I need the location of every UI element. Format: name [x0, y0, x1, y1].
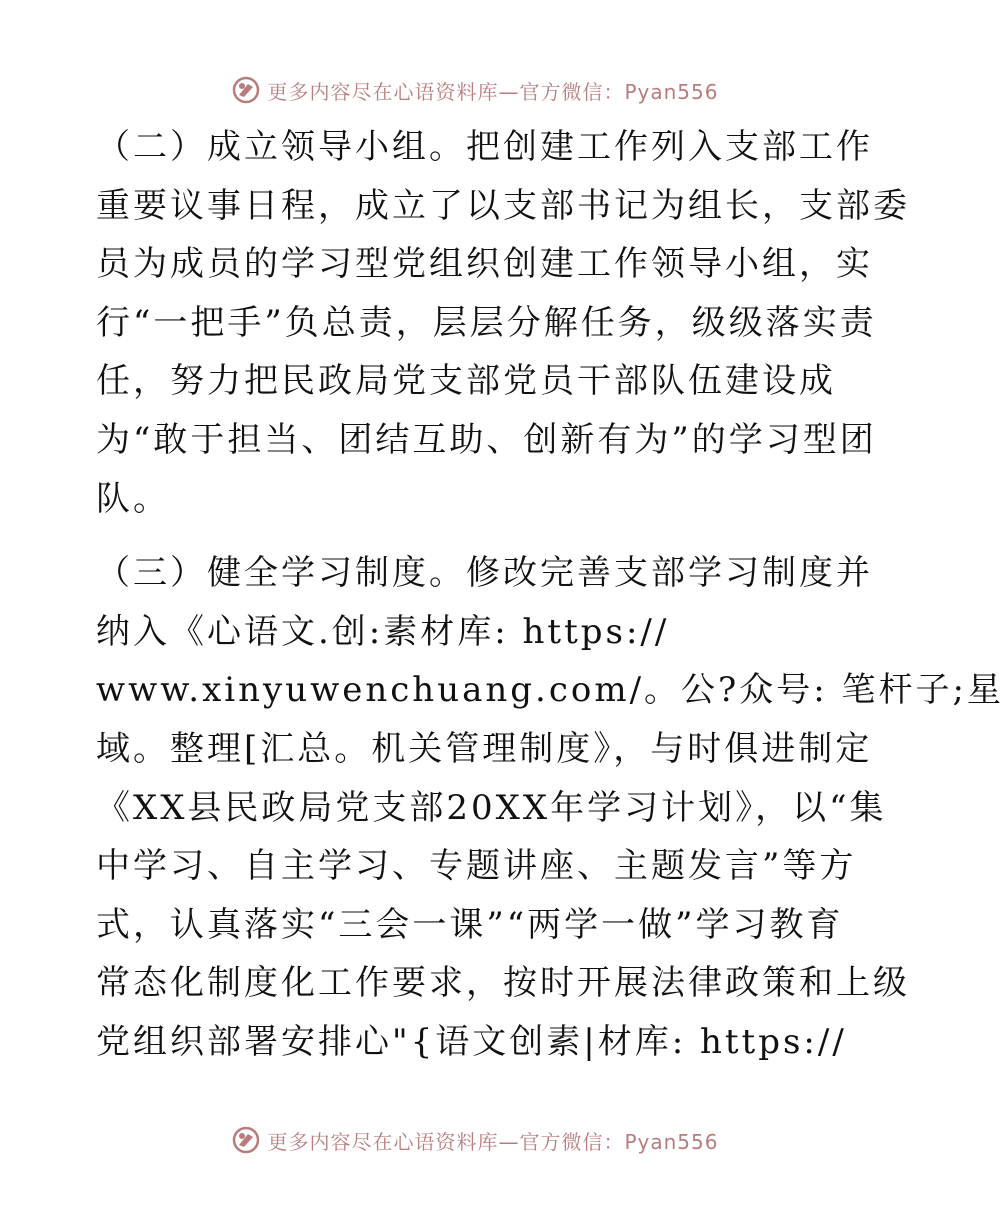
text-line: （三）健全学习制度。修改完善支部学习制度并 [96, 553, 873, 594]
text-line: 式，认真落实“三会一课”“两学一做”学习教育 [96, 904, 844, 945]
text-line: 中学习、自主学习、专题讲座、主题发言”等方 [96, 846, 857, 887]
text-line: 任，努力把民政局党支部党员干部队伍建设成 [96, 361, 836, 402]
text-line: 《XX县民政局党支部20XX年学习计划》，以“集 [96, 787, 887, 828]
logo-icon [231, 75, 261, 105]
text-line: 队。 [96, 478, 170, 519]
footer-watermark [0, 1120, 950, 1160]
paragraph [96, 118, 910, 528]
watermark-text: 更多内容尽在心语资料库—官方微信：Pyan556 [267, 1129, 719, 1154]
paragraph [96, 544, 1004, 1071]
paragraph-gap [96, 528, 856, 544]
text-line: 重要议事日程，成立了以支部书记为组长，支部委 [96, 185, 910, 226]
text-line: 为“敢于担当、团结互助、创新有为”的学习型团 [96, 419, 877, 460]
text-line: （二）成立领导小组。把创建工作列入支部工作 [96, 127, 873, 167]
text-line: 党组织部署安排心"{语文创素|材库: https:// [96, 1021, 847, 1062]
text-line: 纳入《心语文.创:素材库: https:// [96, 611, 670, 652]
text-line: 域。整理[汇总。机关管理制度》，与时俱进制定 [96, 728, 873, 769]
text-line: www.xinyuwenchuang.com/。公?众号: 笔杆子;星 [96, 670, 1004, 711]
header-watermark [0, 70, 950, 110]
text-line: 常态化制度化工作要求，按时开展法律政策和上级 [96, 963, 910, 1004]
document-body [96, 118, 1004, 1072]
text-line: 行“一把手”负总责，层层分解任务，级级落实责 [96, 302, 877, 343]
watermark-text: 更多内容尽在心语资料库—官方微信：Pyan556 [267, 79, 719, 104]
logo-icon [231, 1125, 261, 1155]
text-line: 员为成员的学习型党组织创建工作领导小组，实 [96, 244, 873, 285]
